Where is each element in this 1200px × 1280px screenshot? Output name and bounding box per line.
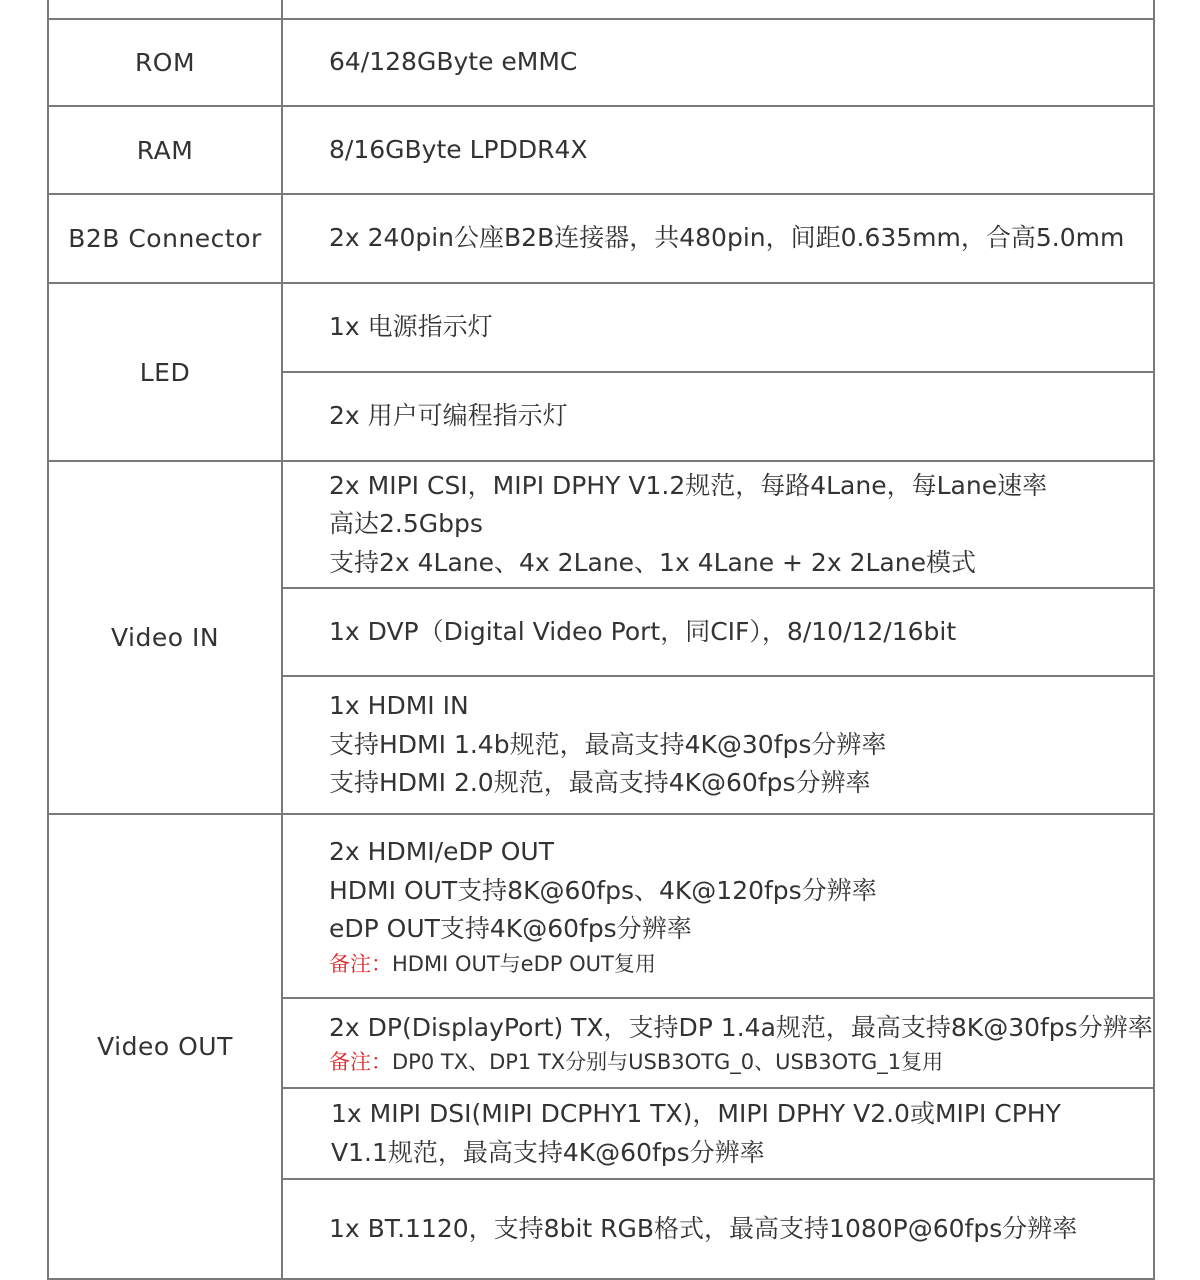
row-value-led-user: 2x 用户可编程指示灯 [282,372,1154,461]
row-value-b2b: 2x 240pin公座B2B连接器，共480pin，间距0.635mm，合高5.0mm [282,194,1154,283]
dp-note [329,1047,1153,1077]
table-row-ram [48,106,1154,194]
row-value-bt1120: 1x BT.1120，支持8bit RGB格式，最高支持1080P@60fps分辨率 [282,1179,1154,1279]
row-value-hdmi-in [282,676,1154,814]
note-tag: 备注： [329,1050,392,1075]
table-row-top-partial [48,0,1154,19]
row-value-dp [282,998,1154,1088]
mipi-dsi-line-2: V1.1规范，最高支持4K@60fps分辨率 [331,1137,765,1167]
hdmi-edp-line-3: eDP OUT支持4K@60fps分辨率 [329,914,692,944]
row-value-hdmi-edp [282,814,1154,998]
row-label-video-out: Video OUT [48,814,282,1279]
row-label-b2b: B2B Connector [48,194,282,283]
row-value-led-power: 1x 电源指示灯 [282,283,1154,372]
table-row-video-out-hdmi-edp [48,814,1154,998]
dp-line: 2x DP(DisplayPort) TX，支持DP 1.4a规范，最高支持8K@30fps分辨率 [329,1012,1153,1042]
mipi-csi-line-2: 高达2.5Gbps [329,509,483,539]
table-row-b2b [48,194,1154,283]
hdmi-edp-line-2: HDMI OUT支持8K@60fps、4K@120fps分辨率 [329,875,877,905]
mipi-csi-line-3: 支持2x 4Lane、4x 2Lane、1x 4Lane + 2x 2Lane模式 [329,547,976,577]
spec-table [47,0,1155,1280]
row-value-mipi-dsi [282,1088,1154,1179]
row-value-rom: 64/128GByte eMMC [282,19,1154,106]
mipi-csi-line-1: 2x MIPI CSI，MIPI DPHY V1.2规范，每路4Lane，每Lane速率 [329,470,1048,500]
row-value-ram: 8/16GByte LPDDR4X [282,106,1154,194]
row-label-rom: ROM [48,19,282,106]
mipi-dsi-line-1: 1x MIPI DSI(MIPI DCPHY1 TX)，MIPI DPHY V2.0或MIPI CPHY [331,1099,1061,1128]
hdmi-in-line-1: 1x HDMI IN [329,691,469,721]
table-row-led-1 [48,283,1154,372]
row-value-dvp: 1x DVP（Digital Video Port，同CIF），8/10/12/16bit [282,588,1154,676]
hdmi-in-line-3: 支持HDMI 2.0规范，最高支持4K@60fps分辨率 [329,768,871,798]
row-label-video-in: Video IN [48,461,282,814]
note-tag: 备注： [329,951,392,976]
row-label-led: LED [48,283,282,461]
row-label-ram: RAM [48,106,282,194]
row-value-mipi-csi [282,461,1154,588]
value-cell-empty [282,0,1154,19]
table-row-video-in-csi [48,461,1154,588]
note-text: DP0 TX、DP1 TX分别与USB3OTG_0、USB3OTG_1复用 [392,1050,944,1075]
label-cell-empty [48,0,282,19]
hdmi-edp-note [329,949,1153,979]
table-row-rom [48,19,1154,106]
hdmi-in-line-2: 支持HDMI 1.4b规范，最高支持4K@30fps分辨率 [329,729,887,759]
hdmi-edp-line-1: 2x HDMI/eDP OUT [329,837,554,867]
note-text: HDMI OUT与eDP OUT复用 [392,951,656,976]
